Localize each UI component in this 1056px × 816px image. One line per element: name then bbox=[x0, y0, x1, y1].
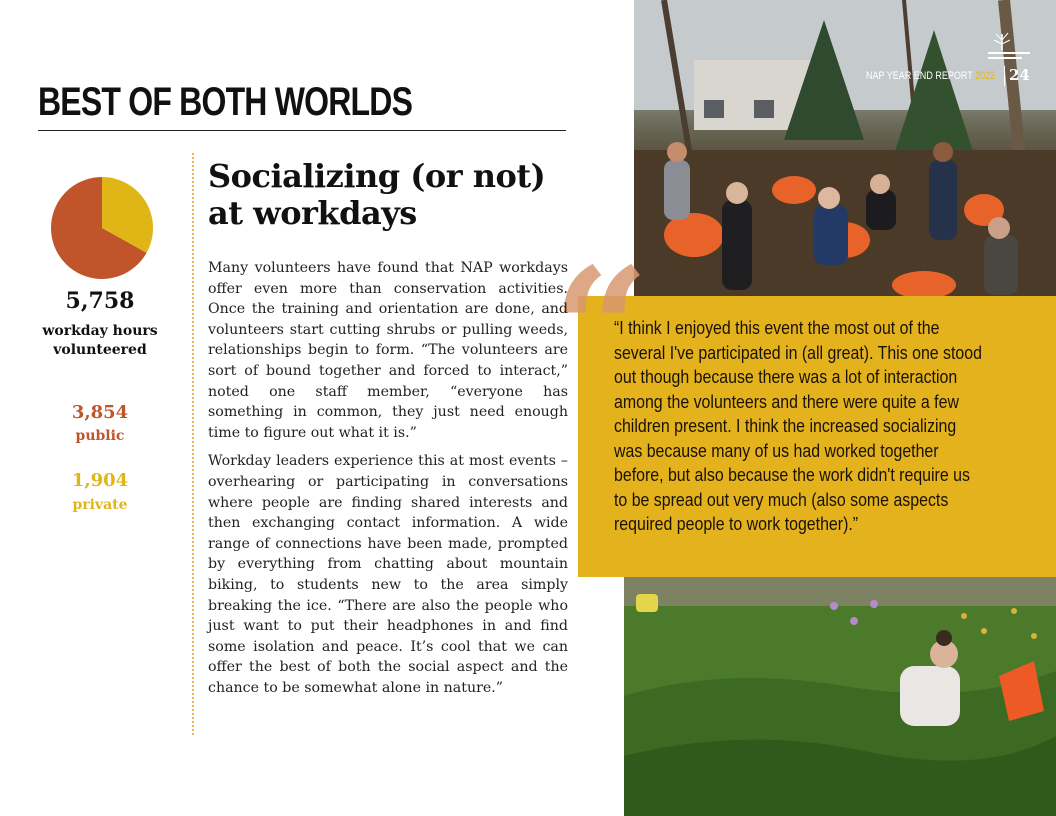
private-hours-label: private bbox=[72, 497, 128, 513]
total-hours-value: 5,758 bbox=[65, 288, 135, 314]
article-body bbox=[208, 258, 568, 706]
private-hours-value: 1,904 bbox=[71, 470, 129, 491]
page-number: 24 bbox=[1009, 66, 1030, 84]
section-title: BEST OF BOTH WORLDS bbox=[38, 80, 413, 124]
volunteer-quote: “I think I enjoyed this event the most out of the several I've participated in (all great). This one stood out though because there was a lot of interaction among the volunteers and there were quite a few children present. I think the increased socializing was because many of us had worked together before, but also because the work didn't require us to be spread out very much (also some aspects required people to work together).” bbox=[614, 317, 982, 534]
article-paragraph: Many volunteers have found that NAP workdays offer even more than conservation activities. Once the training and orientation are done, and volunteers start cutting shrubs or pulling weeds, relationships begin to form. “The volunteers are sort of bound together and forced to interact,” noted one staff member, “everyone has something in common, they just need enough time to figure out what it is.” bbox=[208, 260, 568, 441]
prairie-illustration bbox=[624, 576, 1056, 816]
total-hours-label: workday hours volunteered bbox=[42, 323, 158, 358]
report-year: 2022 bbox=[975, 70, 996, 82]
header-divider bbox=[1004, 66, 1005, 86]
title-underline bbox=[38, 130, 566, 131]
public-hours-label: public bbox=[75, 428, 125, 444]
public-hours-value: 3,854 bbox=[71, 402, 129, 423]
hours-pie-chart bbox=[50, 176, 154, 280]
natural-areas-preservation-logo bbox=[986, 28, 1032, 68]
article-heading: Socializing (or not) at workdays bbox=[208, 157, 546, 232]
report-label: NAP YEAR END REPORT 2022 bbox=[866, 70, 996, 82]
prairie-volunteer-photo bbox=[624, 576, 1056, 816]
column-divider bbox=[192, 153, 194, 735]
article-paragraph: Workday leaders experience this at most events – overhearing or participating in conversations where people are finding shared interests and then exchanging contact information. A wide range of connections have been made, prompted by everything from chatting about mountain biking, to students new to the area simply breaking the ice. “There are also the people who just want to put their headphones in and find some isolation and peace. It’s cool that we can offer the best of both the social aspect and the chance to be somewhat alone in nature.” bbox=[208, 453, 568, 696]
quote-mark-icon: “ bbox=[552, 231, 650, 431]
